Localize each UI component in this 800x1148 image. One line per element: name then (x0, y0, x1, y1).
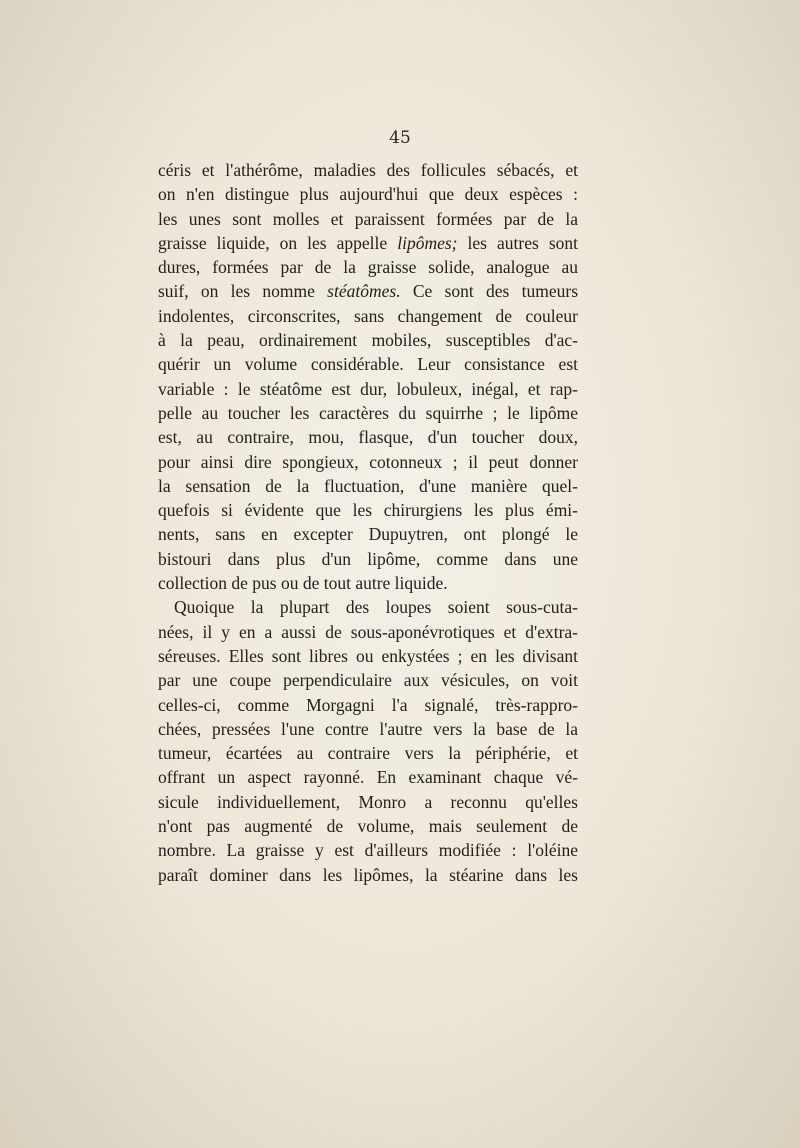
text-line (158, 790, 578, 814)
text-line (158, 377, 578, 401)
text-line (158, 522, 578, 546)
text-line (158, 255, 578, 279)
text-line (158, 838, 578, 862)
text-segment: indolentes, circonscrites, sans changement de couleur (158, 305, 578, 326)
text-line (158, 741, 578, 765)
text-segment: sicule individuellement, Monro a reconnu qu'elles (158, 791, 578, 812)
text-segment: à la peau, ordinairement mobiles, susceptibles d'ac- (158, 330, 578, 351)
text-segment: variable : le stéatôme est dur, lobuleux, inégal, et rap- (158, 378, 578, 399)
text-segment: offrant un aspect rayonné. En examinant chaque vé- (158, 767, 578, 788)
text-segment: on n'en distingue plus aujourd'hui que deux espèces : (158, 184, 578, 205)
text-segment: dures, formées par de la graisse solide, analogue au (158, 257, 578, 278)
text-line (158, 668, 578, 692)
text-line (158, 765, 578, 789)
text-segment: céris et l'athérôme, maladies des follicules sébacés, et (158, 160, 578, 180)
text-segment: chées, pressées l'une contre l'autre vers la base de la (158, 718, 578, 739)
text-line (158, 547, 578, 571)
page-number: 45 (389, 128, 411, 148)
text-segment: est, au contraire, mou, flasque, d'un toucher doux, (158, 427, 578, 448)
text-line (158, 279, 578, 303)
text-segment: les autres sont (457, 232, 578, 253)
text-segment: nents, sans en excepter Dupuytren, ont plongé le (158, 524, 578, 545)
text-segment: Ce sont des tumeurs (400, 281, 578, 302)
text-line (158, 158, 578, 182)
text-line (158, 498, 578, 522)
text-segment: celles-ci, comme Morgagni l'a signalé, très-rappro- (158, 694, 578, 715)
text-segment: par une coupe perpendiculaire aux vésicules, on voit (158, 670, 578, 691)
italic-term: stéatômes. (327, 281, 401, 302)
text-line (158, 814, 578, 838)
text-line (158, 620, 578, 644)
text-line (158, 401, 578, 425)
text-segment: quérir un volume considérable. Leur consistance est (158, 354, 578, 375)
text-segment: pour ainsi dire spongieux, cotonneux ; il peut donner (158, 451, 578, 472)
text-line (158, 474, 578, 498)
text-line (158, 328, 578, 352)
text-line (158, 182, 578, 206)
text-segment: bistouri dans plus d'un lipôme, comme dans une (158, 548, 578, 569)
text-segment: quefois si évidente que les chirurgiens les plus émi- (158, 500, 578, 521)
italic-term: lipômes; (397, 232, 458, 253)
text-line (158, 231, 578, 255)
text-segment: nombre. La graisse y est d'ailleurs modifiée : l'oléine (158, 840, 578, 861)
text-line (158, 595, 578, 619)
text-segment: pelle au toucher les caractères du squirrhe ; le lipôme (158, 402, 578, 423)
text-segment: Quoique la plupart des loupes soient sous-cuta- (174, 597, 578, 618)
text-segment: tumeur, écartées au contraire vers la périphérie, et (158, 743, 578, 764)
body-text (158, 158, 578, 887)
text-line (158, 304, 578, 328)
text-segment: graisse liquide, on les appelle (158, 232, 398, 253)
text-segment: les unes sont molles et paraissent formées par de la (158, 208, 578, 229)
text-segment: nées, il y en a aussi de sous-aponévrotiques et d'extra- (158, 621, 578, 642)
text-line (158, 644, 578, 668)
text-segment: collection de pus ou de tout autre liquide. (158, 573, 448, 594)
text-line (158, 717, 578, 741)
text-line (158, 571, 578, 595)
text-segment: séreuses. Elles sont libres ou enkystées ; en les divisant (158, 645, 578, 666)
text-line (158, 693, 578, 717)
text-segment: la sensation de la fluctuation, d'une manière quel- (158, 475, 578, 496)
text-line (158, 863, 578, 887)
text-line (158, 450, 578, 474)
text-line (158, 352, 578, 376)
text-segment: n'ont pas augmenté de volume, mais seulement de (158, 816, 578, 837)
text-line (158, 207, 578, 231)
text-line (158, 425, 578, 449)
text-segment: paraît dominer dans les lipômes, la stéarine dans les (158, 864, 578, 885)
text-segment: suif, on les nomme (158, 281, 328, 302)
